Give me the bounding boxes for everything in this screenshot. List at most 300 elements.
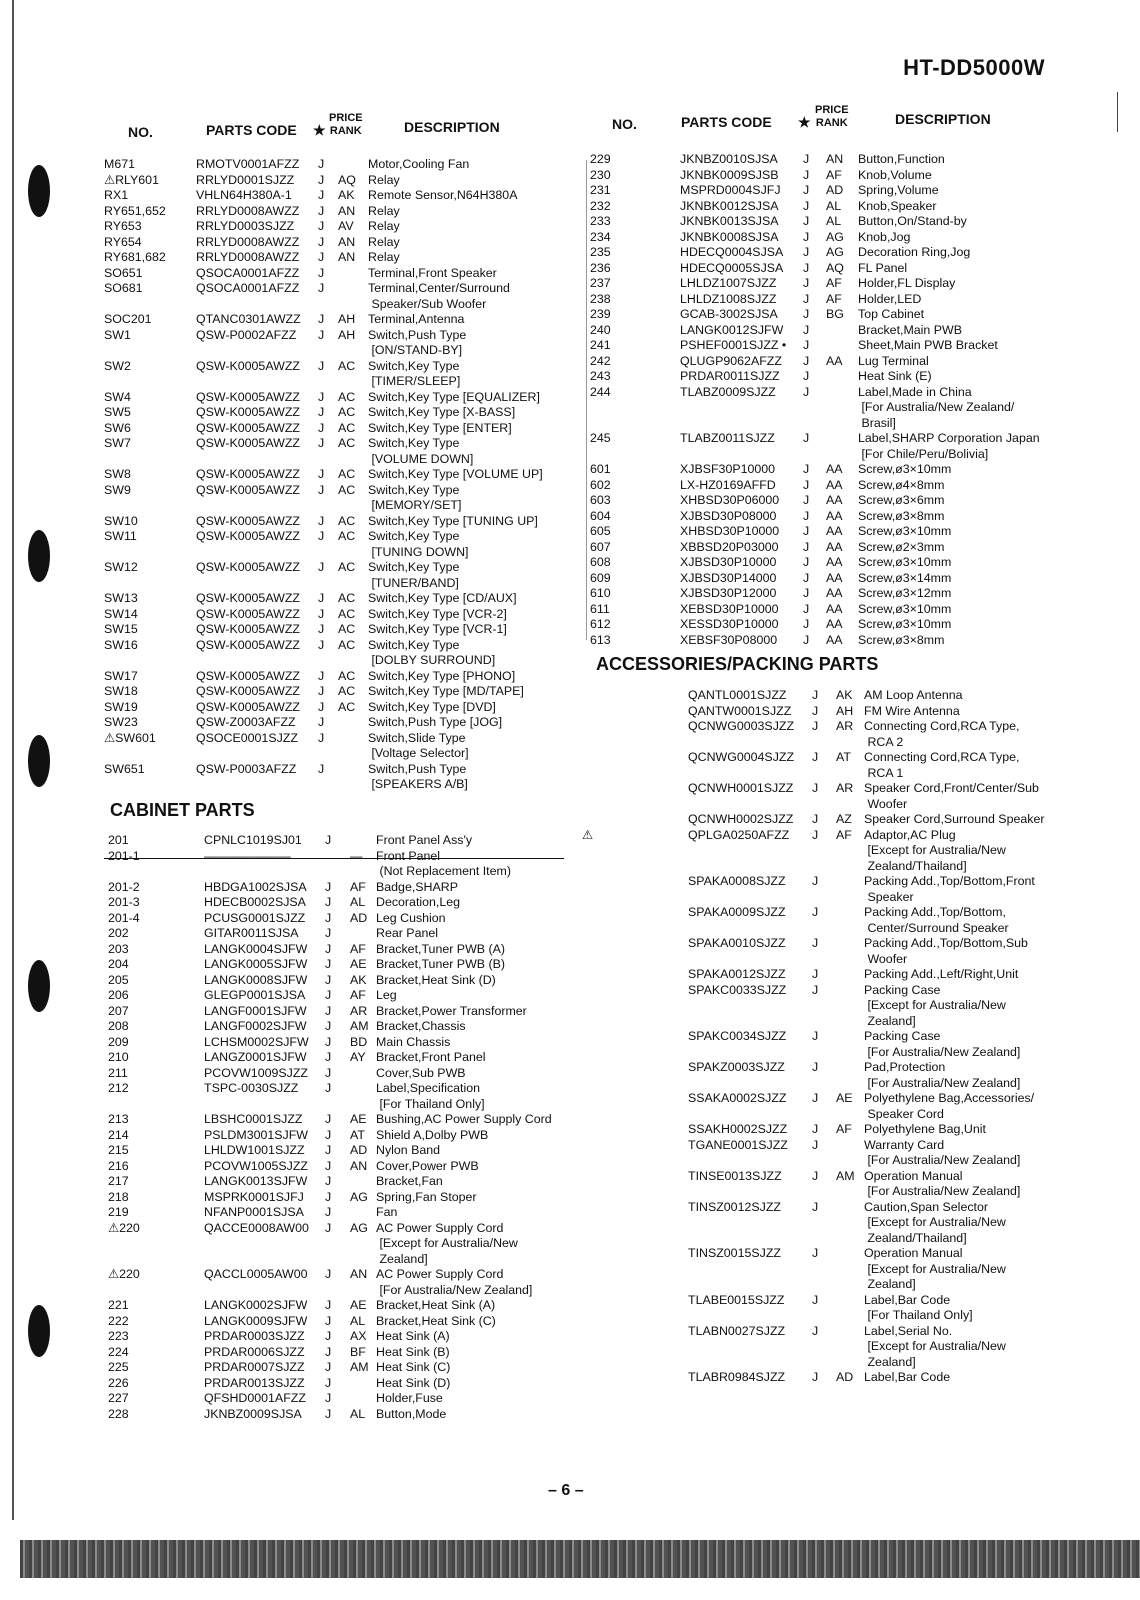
code-j: J	[325, 972, 332, 987]
code-j: J	[812, 1091, 819, 1105]
price-rank: AR	[836, 719, 854, 733]
price-rank: AD	[836, 1370, 854, 1384]
code-j: J	[325, 1143, 332, 1157]
part-row	[0, 354, 1140, 370]
code-j: J	[318, 265, 325, 280]
price-rank: BD	[350, 1034, 368, 1049]
parts-code: QANTW0001SJZZ	[688, 703, 792, 718]
parts-code: QSW-P0003AFZZ	[196, 761, 297, 776]
parts-code: QSW-K0005AWZZ	[196, 420, 300, 435]
code-j: J	[318, 281, 325, 295]
code-j: J	[812, 1370, 819, 1384]
price-rank: AK	[350, 972, 367, 987]
code-j: J	[812, 1168, 819, 1183]
parts-code: LANGK0005SJFW	[204, 957, 308, 971]
code-j: J	[318, 219, 325, 233]
price-rank: AX	[350, 1329, 367, 1343]
part-description: Bracket,Front Panel	[376, 1050, 486, 1064]
code-j: J	[318, 358, 325, 373]
part-row	[0, 1246, 1140, 1293]
part-description: Label,Specification [For Thailand Only]	[376, 1081, 485, 1111]
parts-code: QSOCA0001AFZZ	[196, 281, 300, 295]
part-row	[0, 704, 1140, 720]
part-description: Switch,Key Type [CD/AUX]	[368, 591, 517, 605]
parts-code: PRDAR0003SJZZ	[204, 1329, 305, 1343]
code-j: J	[318, 467, 325, 481]
code-j: J	[812, 936, 819, 950]
price-rank: AC	[338, 606, 356, 621]
parts-code: QSW-K0005AWZZ	[196, 436, 300, 450]
parts-code: QSW-K0005AWZZ	[196, 560, 300, 574]
part-description: Connecting Cord,RCA Type, RCA 2	[864, 719, 1020, 749]
part-description: Bracket,Heat Sink (D)	[376, 972, 496, 987]
code-j: J	[318, 684, 325, 698]
part-number: 607	[590, 539, 611, 554]
part-row	[0, 1169, 1140, 1200]
parts-code: SSAKH0002SJZZ	[688, 1122, 788, 1136]
code-j: J	[803, 508, 810, 523]
price-rank: AC	[338, 684, 356, 698]
price-rank: AC	[338, 637, 356, 652]
price-rank: AD	[826, 183, 844, 197]
part-number: 216	[108, 1158, 129, 1173]
part-row	[0, 524, 1140, 540]
part-number: SW13	[104, 591, 138, 605]
price-rank: AK	[338, 188, 355, 202]
part-number: 238	[590, 291, 611, 306]
price-rank: AD	[350, 910, 368, 925]
parts-code: TLABZ0009SJZZ	[680, 384, 776, 399]
code-j: J	[325, 1391, 332, 1405]
part-description: Shield A,Dolby PWB	[376, 1127, 489, 1142]
price-rank: AC	[338, 467, 356, 481]
part-number: SW10	[104, 513, 138, 528]
part-number: 227	[108, 1391, 129, 1405]
price-rank: AA	[826, 508, 843, 523]
parts-code: TLABR0984SJZZ	[688, 1370, 786, 1384]
code-j: J	[812, 703, 819, 718]
part-number: M671	[104, 157, 135, 171]
price-rank: AA	[826, 555, 843, 569]
code-j: J	[318, 203, 325, 218]
part-row	[0, 245, 1140, 261]
price-rank: AA	[826, 493, 843, 507]
price-rank: AL	[826, 214, 842, 228]
header-description: DESCRIPTION	[404, 119, 500, 135]
parts-code: HDECQ0005SJSA	[680, 260, 784, 275]
part-number: 239	[590, 307, 611, 321]
parts-code: QANTL0001SJZZ	[688, 688, 787, 702]
parts-code: QACCE0008AW00	[204, 1220, 309, 1235]
part-number: ⚠220	[108, 1220, 140, 1235]
part-row	[0, 230, 1140, 246]
part-number: 204	[108, 957, 129, 971]
part-number: SO651	[104, 265, 143, 280]
part-number: 212	[108, 1081, 129, 1095]
part-description: Leg Cushion	[376, 910, 446, 925]
code-j: J	[325, 1081, 332, 1095]
part-description: Caution,Span Selector [Except for Australia/New Zealand/Thailand]	[864, 1199, 1006, 1245]
part-row	[0, 812, 1140, 828]
code-j: J	[318, 482, 325, 497]
part-number: 233	[590, 214, 611, 228]
part-number: SW18	[104, 684, 138, 698]
price-rank: AC	[338, 591, 356, 605]
parts-code: LANGF0001SJFW	[204, 1003, 307, 1018]
part-number: 203	[108, 941, 129, 956]
part-number: 219	[108, 1205, 129, 1219]
parts-code: QPLGA0250AFZZ	[688, 827, 790, 842]
part-number: 202	[108, 926, 129, 940]
parts-code: CPNLC1019SJ01	[204, 833, 302, 847]
parts-code: ———————	[204, 848, 291, 863]
parts-code: LANGF0002SJFW	[204, 1019, 307, 1033]
code-j: J	[325, 895, 332, 909]
part-description: Operation Manual [For Australia/New Zealand]	[864, 1168, 1021, 1198]
part-description: Packing Case [Except for Australia/New Zealand]	[864, 982, 1006, 1028]
parts-code: PSLDM3001SJFW	[204, 1127, 308, 1142]
part-number: ⚠	[582, 827, 594, 842]
code-j: J	[812, 1292, 819, 1307]
parts-code: SPAKA0012SJZZ	[688, 967, 786, 981]
part-row	[0, 323, 1140, 339]
code-j: J	[318, 668, 325, 683]
code-j: J	[325, 1360, 332, 1374]
price-rank: AQ	[826, 260, 844, 275]
part-description: Bracket,Heat Sink (C)	[376, 1313, 496, 1328]
part-number: 241	[590, 338, 611, 352]
part-row	[0, 1200, 1140, 1247]
code-j: J	[325, 926, 332, 940]
part-row	[0, 750, 1140, 781]
part-description: Operation Manual [Except for Australia/New Zealand]	[864, 1246, 1006, 1291]
part-description: Holder,FL Display	[858, 276, 956, 290]
code-j: J	[812, 1029, 819, 1043]
part-number: 612	[590, 617, 611, 631]
part-row	[0, 214, 1140, 230]
part-row	[0, 183, 1140, 199]
part-row	[0, 967, 1140, 983]
parts-code: XHBSD30P06000	[680, 493, 780, 507]
code-j: J	[803, 570, 810, 585]
code-j: J	[325, 1375, 332, 1390]
page-number: – 6 –	[548, 1482, 584, 1499]
price-rank: AE	[350, 1298, 367, 1312]
code-j: J	[325, 1112, 332, 1126]
part-description: Packing Add.,Top/Bottom,Front Speaker	[864, 874, 1035, 904]
part-number: 236	[590, 260, 611, 275]
part-number: 225	[108, 1360, 129, 1374]
part-number: 605	[590, 524, 611, 538]
parts-code: HBDGA1002SJSA	[204, 879, 307, 894]
code-j: J	[803, 539, 810, 554]
part-number: 613	[590, 632, 611, 647]
part-description: Speaker Cord,Front/Center/Sub Woofer	[864, 781, 1039, 811]
part-number: 214	[108, 1127, 129, 1142]
parts-code: QFSHD0001AFZZ	[204, 1391, 306, 1405]
code-j: J	[318, 622, 325, 636]
code-j: J	[325, 1189, 332, 1204]
parts-code: QSW-K0005AWZZ	[196, 591, 300, 605]
code-j: J	[325, 1406, 332, 1421]
part-description: Label,Made in China [For Australia/New Zealand/ Brasil]	[858, 384, 1015, 430]
parts-code: SPAKA0010SJZZ	[688, 936, 786, 950]
code-j: J	[318, 513, 325, 528]
parts-code: QSW-K0005AWZZ	[196, 467, 300, 481]
part-description: Screw,ø3×10mm	[858, 524, 952, 538]
part-description: Decoration,Leg	[376, 895, 461, 909]
part-number: 222	[108, 1313, 129, 1328]
price-rank: AM	[350, 1360, 369, 1374]
code-j: J	[812, 750, 819, 764]
part-row	[0, 540, 1140, 556]
price-rank: AA	[826, 539, 843, 554]
part-row	[0, 462, 1140, 478]
part-description: Label,Serial No. [Except for Australia/New Zealand]	[864, 1323, 1006, 1369]
parts-code: LANGK0012SJFW	[680, 322, 784, 337]
code-j: J	[803, 431, 810, 445]
price-rank: AC	[338, 529, 356, 543]
part-row	[0, 633, 1140, 649]
part-number: 601	[590, 462, 611, 476]
price-rank: AN	[338, 203, 356, 218]
part-number: ⚠220	[108, 1267, 140, 1281]
parts-code: HDECQ0004SJSA	[680, 245, 784, 259]
part-description: Lug Terminal	[858, 353, 929, 368]
code-j: J	[803, 369, 810, 383]
parts-code: SPAKZ0003SJZZ	[688, 1060, 785, 1074]
parts-code: XJBSD30P08000	[680, 508, 777, 523]
price-rank: BG	[826, 307, 844, 321]
price-rank: AR	[350, 1003, 368, 1018]
parts-code: JKNBZ0009SJSA	[204, 1406, 302, 1421]
header-no: NO.	[128, 124, 153, 140]
code-j: J	[318, 157, 325, 171]
accessories-title: ACCESSORIES/PACKING PARTS	[596, 654, 879, 674]
price-rank: AA	[826, 462, 843, 476]
parts-code: PCOVW1009SJZZ	[204, 1065, 308, 1080]
part-description: Connecting Cord,RCA Type, RCA 1	[864, 750, 1020, 780]
header-description: DESCRIPTION	[895, 111, 991, 127]
parts-code: MSPRD0004SJFJ	[680, 183, 781, 197]
part-number: SW23	[104, 715, 138, 729]
parts-code: LANGK0004SJFW	[204, 941, 308, 956]
code-j: J	[803, 338, 810, 352]
price-rank: AH	[836, 703, 854, 718]
code-j: J	[325, 1003, 332, 1018]
part-row	[0, 369, 1140, 385]
price-rank: AE	[350, 1112, 367, 1126]
code-j: J	[318, 172, 325, 187]
part-description: Knob,Volume	[858, 167, 932, 182]
parts-code: LX-HZ0169AFFD	[680, 477, 776, 492]
price-rank: AC	[338, 436, 356, 450]
price-rank: AA	[826, 524, 843, 538]
part-description: Motor,Cooling Fan	[368, 157, 470, 171]
code-j: J	[812, 781, 819, 795]
code-j: J	[325, 910, 332, 925]
model-title: HT-DD5000W	[903, 55, 1045, 80]
part-description: Switch,Key Type [TUNER/BAND]	[368, 560, 460, 590]
part-row	[0, 338, 1140, 354]
part-number: SW6	[104, 420, 131, 435]
price-rank: AG	[350, 1189, 368, 1204]
parts-code: SSAKA0002SJZZ	[688, 1091, 787, 1105]
part-description: Screw,ø3×10mm	[858, 555, 952, 569]
part-number: 223	[108, 1329, 129, 1343]
code-j: J	[325, 1050, 332, 1064]
part-description: Heat Sink (C)	[376, 1360, 451, 1374]
part-description: Cover,Sub PWB	[376, 1065, 466, 1080]
parts-code: QCNWG0004SJZZ	[688, 750, 795, 764]
price-rank: AV	[338, 219, 354, 233]
part-description: Bushing,AC Power Supply Cord	[376, 1112, 552, 1126]
parts-code: PCUSG0001SJZZ	[204, 910, 306, 925]
code-j: J	[325, 1158, 332, 1173]
price-rank: AM	[350, 1019, 369, 1033]
price-rank: AC	[338, 513, 356, 528]
part-description: Switch,Push Type [ON/STAND-BY]	[368, 327, 467, 357]
part-row	[0, 1407, 586, 1423]
part-row	[0, 493, 1140, 509]
part-description: Screw,ø3×12mm	[858, 586, 952, 600]
part-number: 243	[590, 369, 611, 383]
part-number: ⚠RLY601	[104, 172, 159, 187]
code-j: J	[325, 1205, 332, 1219]
part-description: Switch,Key Type [MEMORY/SET]	[368, 482, 462, 512]
price-rank: AR	[836, 781, 854, 795]
header-price-label: PRICE	[329, 112, 363, 124]
part-number: 221	[108, 1298, 129, 1312]
parts-code: QSW-K0005AWZZ	[196, 482, 300, 497]
part-number: SW12	[104, 560, 138, 574]
header-rank-label: RANK	[815, 117, 848, 129]
price-rank: AF	[836, 827, 852, 842]
part-description: Switch,Key Type [TUNING UP]	[368, 513, 538, 528]
part-description: Button,Function	[858, 152, 945, 166]
code-j: J	[812, 967, 819, 981]
part-number: 229	[590, 152, 611, 166]
code-j: J	[803, 617, 810, 631]
part-description: Front Panel Ass'y	[376, 833, 473, 847]
part-description: Button,On/Stand-by	[858, 214, 967, 228]
header-no: NO.	[612, 116, 637, 132]
part-description: Screw,ø2×3mm	[858, 539, 945, 554]
part-description: Button,Mode	[376, 1406, 447, 1421]
part-number: SW2	[104, 358, 131, 373]
part-description: Switch,Key Type [VOLUME DOWN]	[368, 436, 474, 466]
header-price-rank	[815, 104, 849, 130]
part-description: Switch,Push Type [JOG]	[368, 715, 503, 729]
price-rank: AA	[826, 570, 843, 585]
code-j: J	[325, 1065, 332, 1080]
parts-code: QCNWH0001SJZZ	[688, 781, 794, 795]
parts-code: RRLYD0001SJZZ	[196, 172, 295, 187]
price-rank: AT	[836, 750, 851, 764]
price-rank: AT	[350, 1127, 365, 1142]
code-j: J	[325, 1298, 332, 1312]
parts-code: TINSZ0015SJZZ	[688, 1246, 781, 1260]
part-number: SW8	[104, 467, 131, 481]
code-j: J	[812, 1060, 819, 1074]
part-row	[0, 168, 1140, 184]
part-number: SO681	[104, 281, 143, 295]
part-description: Badge,SHARP	[376, 879, 458, 894]
code-j: J	[803, 384, 810, 399]
parts-code: QCNWG0003SJZZ	[688, 719, 795, 733]
part-description: Bracket,Power Transformer	[376, 1003, 527, 1018]
part-description: Switch,Key Type [MD/TAPE]	[368, 684, 524, 698]
part-row	[0, 602, 1140, 618]
part-description: Switch,Key Type [ENTER]	[368, 420, 512, 435]
part-description: Switch,Key Type [VCR-1]	[368, 622, 507, 636]
parts-code: PRDAR0011SJZZ	[680, 369, 780, 383]
price-rank: AL	[350, 895, 366, 909]
part-number: 237	[590, 276, 611, 290]
header-rank-label: RANK	[329, 125, 362, 137]
part-description: Switch,Key Type [TUNING DOWN]	[368, 529, 469, 559]
part-row	[0, 1029, 1140, 1060]
part-number: 235	[590, 245, 611, 259]
parts-code: TINSE0013SJZZ	[688, 1168, 782, 1183]
parts-code: QSW-P0002AFZZ	[196, 327, 297, 342]
code-j: J	[318, 250, 325, 264]
header-star: ★	[313, 122, 326, 138]
parts-code: JKNBZ0010SJSA	[680, 152, 778, 166]
price-rank: AN	[350, 1158, 368, 1173]
part-number: 228	[108, 1406, 129, 1421]
code-j: J	[803, 632, 810, 647]
parts-code: LCHSM0002SJFW	[204, 1034, 309, 1049]
part-row	[0, 617, 1140, 633]
price-rank: AG	[826, 245, 844, 259]
part-description: Switch,Key Type [TIMER/SLEEP]	[368, 358, 461, 388]
parts-code: XJBSF30P10000	[680, 462, 776, 476]
part-description: Bracket,Tuner PWB (B)	[376, 957, 505, 971]
parts-code: LANGK0013SJFW	[204, 1174, 308, 1188]
code-j: J	[812, 1323, 819, 1338]
code-j: J	[803, 462, 810, 476]
code-j: J	[812, 1137, 819, 1152]
price-rank: AA	[826, 601, 843, 616]
part-description: Polyethylene Bag,Unit	[864, 1122, 986, 1136]
parts-code: TLABZ0011SJZZ	[680, 431, 775, 445]
parts-code: XHBSD30P10000	[680, 524, 780, 538]
price-rank: AA	[826, 353, 843, 368]
part-number: SW11	[104, 529, 137, 543]
part-number: 604	[590, 508, 611, 523]
part-number: 201-1	[108, 848, 140, 863]
price-rank: AC	[338, 420, 356, 435]
part-number: RY653	[104, 219, 142, 233]
part-row	[0, 199, 1140, 215]
code-j: J	[803, 167, 810, 182]
price-rank: AM	[836, 1168, 855, 1183]
parts-code: LANGK0009SJFW	[204, 1313, 308, 1328]
part-row	[0, 936, 1140, 967]
parts-code: QSW-K0005AWZZ	[196, 358, 300, 373]
parts-code: QSW-K0005AWZZ	[196, 684, 300, 698]
header-parts-code: PARTS CODE	[681, 114, 772, 130]
part-row	[0, 905, 1140, 936]
price-rank: AF	[826, 167, 842, 182]
part-description: Bracket,Main PWB	[858, 322, 962, 337]
parts-code: XJBSD30P10000	[680, 555, 777, 569]
part-description: Knob,Jog	[858, 229, 911, 244]
price-rank: AA	[826, 632, 843, 647]
part-number: SW651	[104, 761, 145, 776]
price-rank: AN	[826, 152, 844, 166]
